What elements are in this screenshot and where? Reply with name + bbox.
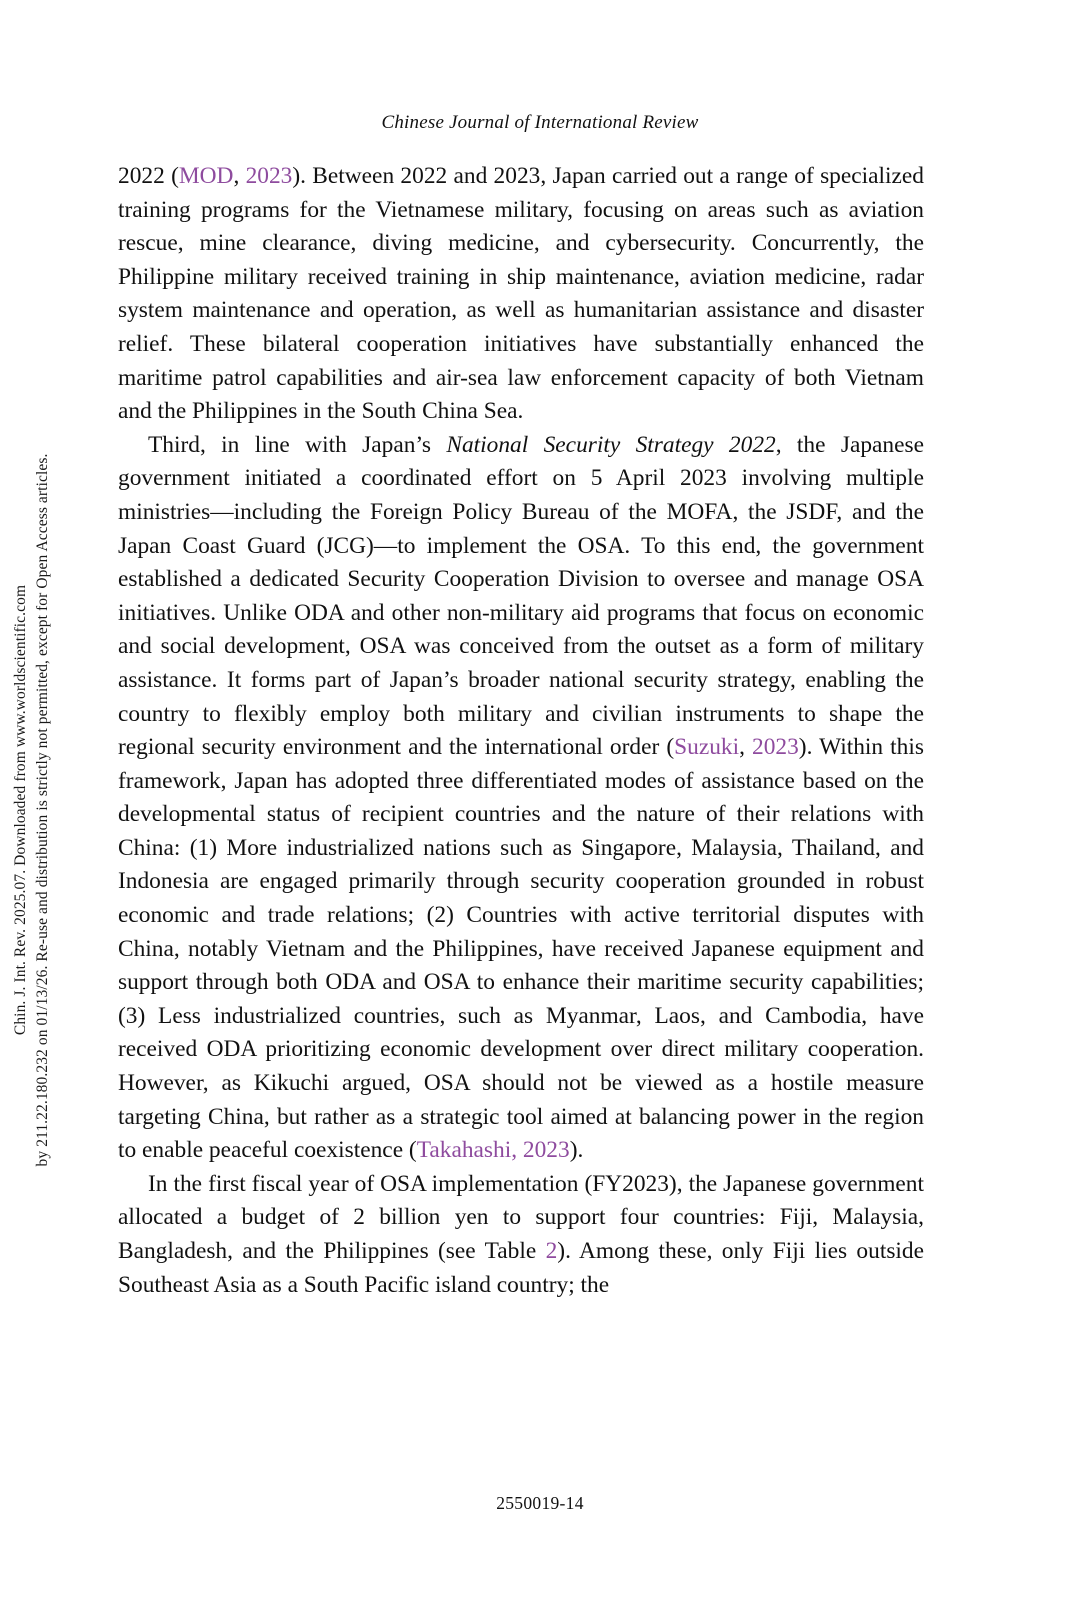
citation-link[interactable]: 2 xyxy=(545,1238,558,1264)
italic-title: National Security Strategy 2022 xyxy=(446,431,776,458)
text-run: In the first fiscal year of OSA implementation (FY2023), the Japanese government allocated a budget of 2 billion yen to support four countries: Fiji, Malaysia, Bangladesh, and the Philippines (see Table xyxy=(118,1170,924,1264)
citation-link[interactable]: Suzuki xyxy=(674,734,740,761)
paragraph-2 xyxy=(118,429,924,1168)
page-number: 2550019-14 xyxy=(496,1493,584,1513)
text-run: ). Between 2022 and 2023, Japan carried out a range of specialized training programs for the Vietnamese military, focusing on areas such as aviation rescue, mine clearance, diving medicine, and cybersecurity. Concurrently, the Philippine military received training in ship maintenance, aviation medicine, radar system maintenance and operation, as well as humanitarian assistance and disaster relief. These bilateral cooperation initiatives have substantially enhanced the maritime patrol capabilities and air-sea law enforcement capacity of both Vietnam and the Philippines in the South China Sea. xyxy=(118,163,924,425)
text-run: , the Japanese government initiated a coordinated effort on 5 April 2023 involving multiple ministries—including the Foreign Policy Bureau of the MOFA, the JSDF, and the Japan Coast Guard (JCG)—to implement the OSA. To this end, the government established a dedicated Security Cooperation Division to oversee and manage OSA initiatives. Unlike ODA and other non-military aid programs that focus on economic and social development, OSA was conceived from the outset as a form of military assistance. It forms part of Japan’s broader national security strategy, enabling the country to flexibly employ both military and civilian instruments to shape the regional security environment and the international order ( xyxy=(118,431,924,761)
text-run: , xyxy=(739,734,753,761)
text-run: ). Within this framework, Japan has adopted three differentiated modes of assistance based on the developmental status of recipient countries and the nature of their relations with China: (1) More industrialized nations such as Singapore, Malaysia, Thailand, and Indonesia are engaged primarily through security cooperation grounded in robust economic and trade relations; (2) Countries with active territorial disputes with China, notably Vietnam and the Philippines, have received Japanese equipment and support through both ODA and OSA to enhance their maritime security capabilities; (3) Less industrialized countries, such as Myanmar, Laos, and Cambodia, have received ODA prioritizing economic development over direct military cooperation. However, as Kikuchi argued, OSA should not be viewed as a hostile measure targeting China, but rather as a strategic tool aimed at balancing power in the region to enable peaceful coexistence ( xyxy=(118,734,924,1164)
citation-link[interactable]: MOD xyxy=(178,163,234,189)
text-run: 2022 ( xyxy=(118,163,179,189)
paragraph-1 xyxy=(118,160,924,429)
paragraph-3 xyxy=(118,1168,924,1302)
text-run: Third, in line with Japan’s xyxy=(148,431,447,458)
watermark-line-2: by 211.22.180.232 on 01/13/26. Re-use and distribution is strictly not permitted, except for Open Access articles. xyxy=(33,453,51,1167)
text-run: ). Among these, only Fiji lies outside Southeast Asia as a South Pacific island country; the xyxy=(118,1238,925,1298)
citation-link[interactable]: Takahashi, 2023 xyxy=(416,1137,570,1164)
running-head: Chinese Journal of International Review xyxy=(381,112,699,133)
citation-link[interactable]: 2023 xyxy=(245,163,293,189)
watermark-line-1: Chin. J. Int. Rev. 2025.07. Downloaded from www.worldscientific.com xyxy=(11,584,29,1036)
article-body xyxy=(118,160,924,1302)
text-run: ). xyxy=(569,1137,584,1164)
text-run: , xyxy=(233,163,246,189)
citation-link[interactable]: 2023 xyxy=(752,734,799,761)
side-watermark xyxy=(0,0,64,1620)
